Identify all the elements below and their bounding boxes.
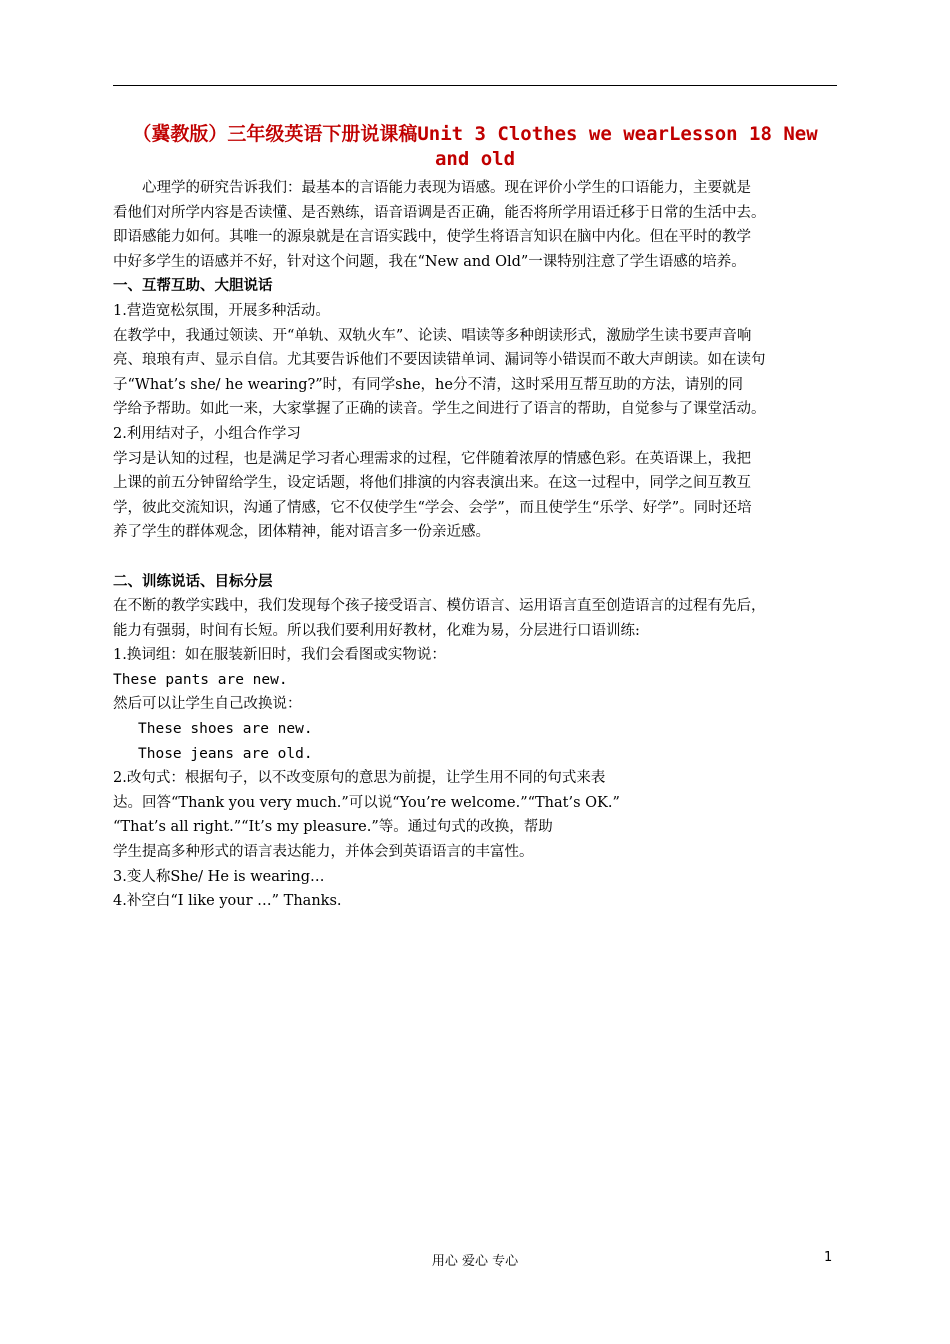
- paragraph-line: 子“What’s she/ he wearing?”时，有同学she，he分不清，这时采用互帮互助的方法，请别的同: [113, 376, 743, 393]
- page-number: 1: [824, 1250, 833, 1265]
- section-heading-1: 一、互帮互助、大胆说话: [113, 278, 273, 295]
- paragraph-line: 学生提高多种形式的语言表达能力，并体会到英语语言的丰富性。: [113, 844, 534, 861]
- document-body: [113, 176, 839, 914]
- subheading-2-4: 4.补空白“I like your …” Thanks.: [113, 893, 342, 910]
- intro-line-3: 即语感能力如何。其唯一的源泉就是在言语实践中，使学生将语言知识在脑中内化。但在平时的教学: [113, 229, 751, 246]
- paragraph-line: 上课的前五分钟留给学生，设定话题，将他们排演的内容表演出来。在这一过程中，同学之间互教互: [113, 475, 751, 492]
- paragraph-line: 然后可以让学生自己改换说：: [113, 696, 302, 713]
- paragraph-line: 达。回答“Thank you very much.”可以说“You’re welcome.”“That’s OK.”: [113, 794, 620, 811]
- paragraph-line: 在不断的教学实践中，我们发现每个孩子接受语言、模仿语言、运用语言直至创造语言的过程有先后，: [113, 598, 766, 615]
- blank-line: [113, 545, 839, 570]
- subheading-2-3: 3.变人称She/ He is wearing…: [113, 868, 325, 885]
- paragraph-line: 养了学生的群体观念，团体精神，能对语言多一份亲近感。: [113, 524, 490, 541]
- section-heading-2: 二、训练说话、目标分层: [113, 573, 273, 590]
- paragraph-line: 在教学中，我通过领读、开“单轨、双轨火车”、论读、唱读等多种朗读形式，激励学生读书要声音响: [113, 327, 752, 344]
- document-title: （冀教版）三年级英语下册说课稿Unit 3 Clothes we wearLesson 18 New and old: [132, 123, 818, 170]
- paragraph-line: 学，彼此交流知识，沟通了情感，它不仅使学生“学会、会学”，而且使学生“乐学、好学”。同时还培: [113, 499, 752, 516]
- intro-line-2: 看他们对所学内容是否读懂、是否熟练，语音语调是否正确，能否将所学用语迁移于日常的生活中去。: [113, 204, 766, 221]
- intro-line-4: 中好多学生的语感并不好，针对这个问题，我在“New and Old”一课特别注意了学生语感的培养。: [113, 253, 746, 270]
- footer-motto: 用心 爱心 专心: [431, 1254, 519, 1269]
- paragraph-line: 学习是认知的过程，也是满足学习者心理需求的过程，它伴随着浓厚的情感色彩。在英语课上，我把: [113, 450, 751, 467]
- example-sentence: These pants are new.: [113, 671, 288, 688]
- paragraph-line: 能力有强弱，时间有长短。所以我们要利用好教材，化难为易，分层进行口语训练:: [113, 622, 640, 639]
- header-rule: [113, 85, 837, 86]
- paragraph-line: 学给予帮助。如此一来，大家掌握了正确的读音。学生之间进行了语言的帮助，自觉参与了课堂活动。: [113, 401, 766, 418]
- paragraph-line: 亮、琅琅有声、显示自信。尤其要告诉他们不要因读错单词、漏词等小错误而不敢大声朗读。如在读句: [113, 352, 766, 369]
- example-sentence: These shoes are new.: [138, 721, 313, 738]
- subheading-2-2: 2.改句式：根据句子，以不改变原句的意思为前提，让学生用不同的句式来表: [113, 770, 606, 787]
- subheading-1-2: 2.利用结对子，小组合作学习: [113, 425, 301, 442]
- paragraph-line: “That’s all right.”“It’s my pleasure.”等。通过句式的改换，帮助: [113, 819, 553, 836]
- subheading-1-1: 1.营造宽松氛围，开展多种活动。: [113, 302, 330, 319]
- example-sentence: Those jeans are old.: [138, 745, 313, 762]
- subheading-2-1: 1.换词组：如在服装新旧时，我们会看图或实物说：: [113, 647, 446, 664]
- intro-line-1: 心理学的研究告诉我们：最基本的言语能力表现为语感。现在评价小学生的口语能力，主要就是: [142, 180, 751, 196]
